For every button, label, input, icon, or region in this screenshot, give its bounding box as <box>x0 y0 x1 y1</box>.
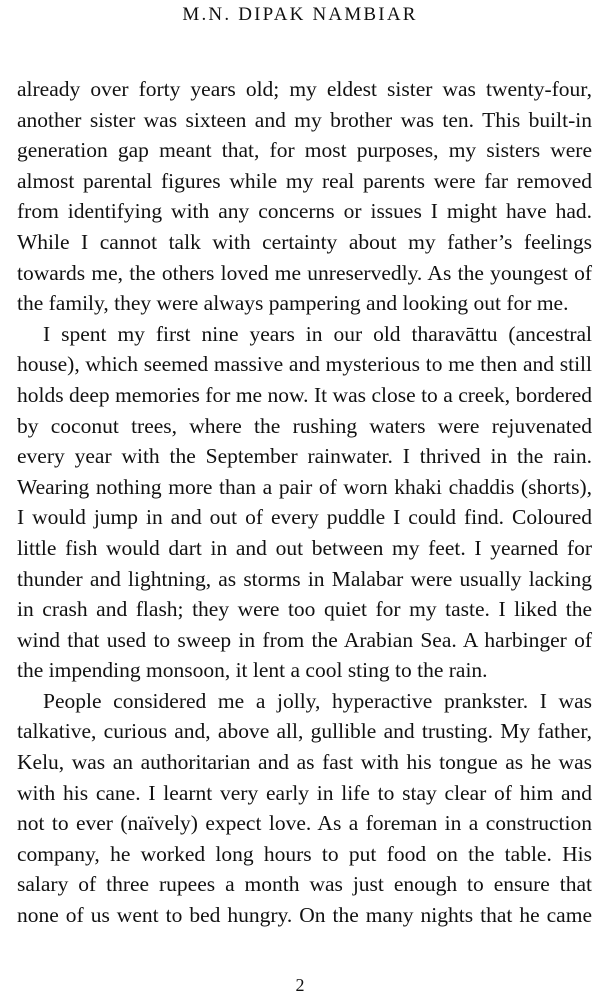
text-line: in crash and flash; they were too quiet for my taste. I liked the <box>17 597 592 622</box>
text-line: generation gap meant that, for most purposes, my sisters were <box>17 138 592 163</box>
text-line: not to ever (naïvely) expect love. As a foreman in a construction <box>17 811 592 836</box>
text-line: towards me, the others loved me unreservedly. As the youngest of <box>17 260 592 285</box>
running-head: M.N. DIPAK NAMBIAR <box>182 4 418 25</box>
text-line: wind that used to sweep in from the Arabian Sea. A harbinger of <box>17 627 592 652</box>
text-line: Wearing nothing more than a pair of worn khaki chaddis (shorts), <box>17 474 592 499</box>
text-line: holds deep memories for me now. It was close to a creek, bordered <box>17 382 592 407</box>
text-line: almost parental figures while my real parents were far removed <box>17 168 592 193</box>
text-line: While I cannot talk with certainty about my father’s feelings <box>17 229 592 254</box>
text-line: Kelu, was an authoritarian and as fast with his tongue as he was <box>17 750 592 775</box>
text-line: little fish would dart in and out between my feet. I yearned for <box>17 535 592 560</box>
paragraph-continued <box>17 74 592 319</box>
text-line: thunder and lightning, as storms in Malabar were usually lacking <box>17 566 592 591</box>
text-line: company, he worked long hours to put food on the table. His <box>17 841 592 866</box>
text-line: I would jump in and out of every puddle I could find. Coloured <box>17 505 592 530</box>
page-number: 2 <box>295 975 305 995</box>
text-line: the impending monsoon, it lent a cool sting to the rain. <box>17 658 488 683</box>
text-line: talkative, curious and, above all, gullible and trusting. My father, <box>17 719 592 744</box>
text-line: People considered me a jolly, hyperactive prankster. I was <box>43 688 592 713</box>
text-line: the family, they were always pampering and looking out for me. <box>17 291 569 316</box>
text-line: already over forty years old; my eldest sister was twenty-four, <box>17 77 592 101</box>
paragraph-prankster <box>17 686 592 931</box>
text-line: house), which seemed massive and mysterious to me then and still <box>17 352 592 377</box>
body-text <box>17 74 592 931</box>
text-line: another sister was sixteen and my brother was ten. This built-in <box>17 107 592 132</box>
text-line: by coconut trees, where the rushing waters were rejuvenated <box>17 413 592 438</box>
text-line: I spent my first nine years in our old tharavāttu (ancestral <box>43 321 592 346</box>
text-line: salary of three rupees a month was just enough to ensure that <box>17 872 592 897</box>
text-line: from identifying with any concerns or issues I might have had. <box>17 199 592 224</box>
paragraph-tharavattu <box>17 319 592 686</box>
text-line: every year with the September rainwater. I thrived in the rain. <box>17 444 592 469</box>
text-line: none of us went to bed hungry. On the many nights that he came <box>17 903 592 928</box>
text-line: with his cane. I learnt very early in life to stay clear of him and <box>17 780 592 805</box>
